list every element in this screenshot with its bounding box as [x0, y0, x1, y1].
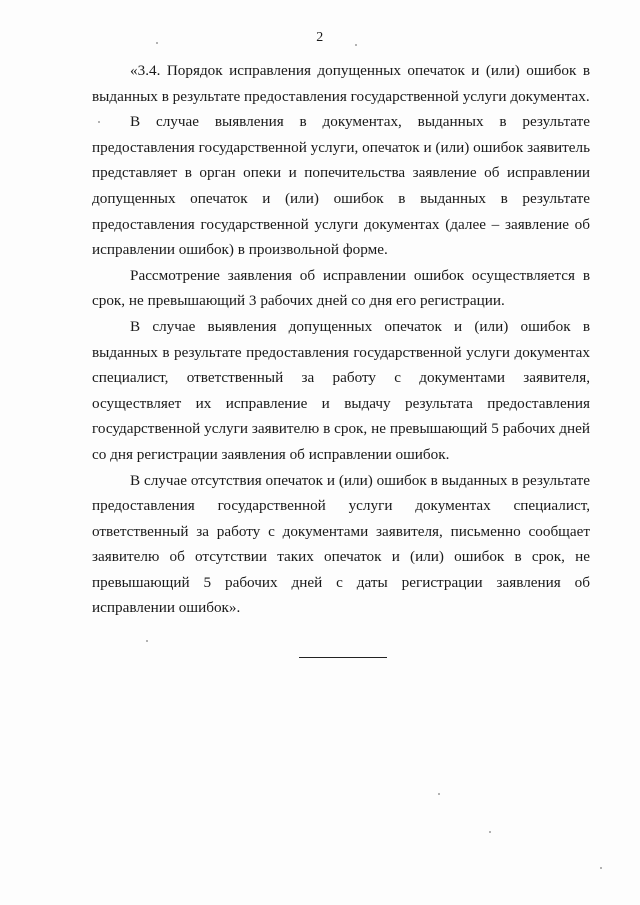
paragraph-section-heading: «3.4. Порядок исправления допущенных опечаток и (или) ошибок в выданных в результате предоставления государственной услуги документах.: [92, 62, 590, 105]
end-separator-line: [299, 657, 387, 658]
scan-speck: [355, 44, 357, 46]
scan-speck: [600, 867, 602, 869]
document-body: [92, 58, 590, 621]
paragraph-no-errors: В случае отсутствия опечаток и (или) ошибок в выданных в результате предоставления государственной услуги документах специалист, ответственный за работу с документами заявителя, письменно сообщает заявителю об отсутствии таких опечаток и (или) ошибок в срок, не превышающий 5 рабочих дней с даты регистрации заявления об исправлении ошибок».: [92, 471, 590, 617]
scan-speck: [98, 121, 100, 123]
page-number: 2: [316, 30, 324, 45]
paragraph-correction: В случае выявления допущенных опечаток и (или) ошибок в выданных в результате предоставления государственной услуги документах специалист, ответственный за работу с документами заявителя, осуществляет их исправление и выдачу результата предоставления государственной услуги заявителю в срок, не превышающий 5 рабочих дней со дня регистрации заявления об исправлении ошибок.: [92, 317, 590, 463]
scan-speck: [438, 793, 440, 795]
scan-speck: [489, 831, 491, 833]
scan-speck: [156, 42, 158, 44]
paragraph-review-term: Рассмотрение заявления об исправлении ошибок осуществляется в срок, не превышающий 3 рабочих дней со дня его регистрации.: [92, 266, 590, 310]
paragraph-error-detection: В случае выявления в документах, выданных в результате предоставления государственной услуги, опечаток и (или) ошибок заявитель представляет в орган опеки и попечительства заявление об исправлении допущенных опечаток и (или) ошибок в выданных в результате предоставления государственной услуги документах (далее – заявление об исправлении ошибок) в произвольной форме.: [92, 113, 590, 259]
scan-speck: [146, 640, 148, 642]
